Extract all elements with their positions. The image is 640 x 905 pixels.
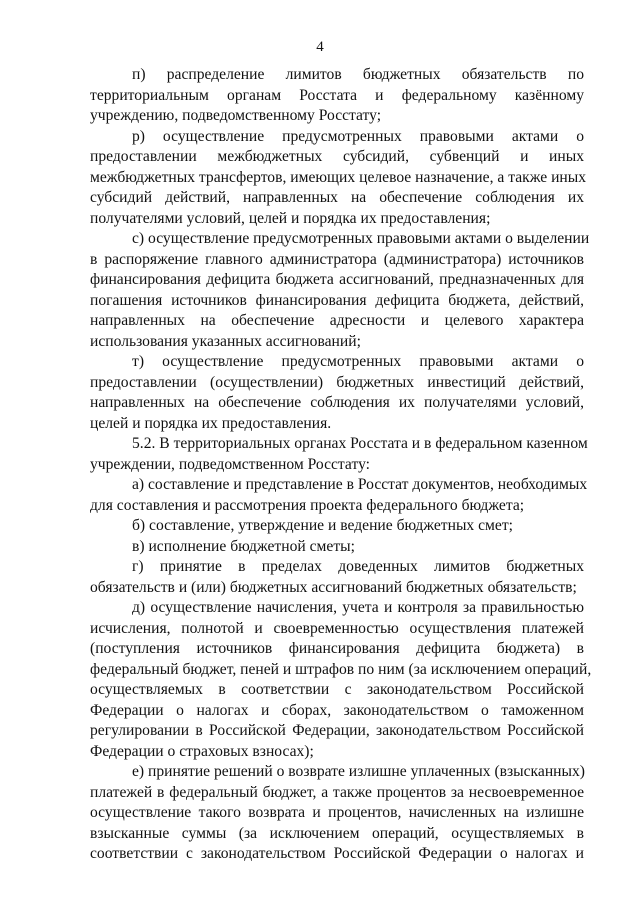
paragraph-line: Федерации о страховых взносах); (90, 742, 314, 760)
paragraph-line: предоставлении (осуществлении) бюджетных инвестиций действий, (90, 373, 584, 391)
paragraph-line: а) составление и представление в Росстат документов, необходимых (132, 476, 588, 493)
paragraph-line: межбюджетных трансфертов, имеющих целевое назначение, а также иных (90, 168, 587, 186)
paragraph (90, 229, 590, 352)
paragraph-line: п) распределение лимитов бюджетных обязательств по (132, 66, 584, 83)
paragraph-line: для составления и рассмотрения проекта федерального бюджета; (90, 496, 525, 514)
paragraph (90, 127, 587, 230)
paragraph-line: б) составление, утверждение и ведение бюджетных смет; (132, 517, 513, 534)
page-number: 4 (316, 39, 324, 55)
paragraph (90, 762, 584, 865)
paragraph-line: направленных на обеспечение соблюдения их получателями условий, (90, 394, 584, 411)
paragraph-line: соответствии с законодательством Российской Федерации о налогах и (90, 845, 584, 862)
paragraph (90, 434, 588, 475)
paragraph-line: в распоряжение главного администратора (администратора) источников (90, 250, 584, 268)
paragraph-line: исчисления, полнотой и своевременностью осуществления платежей (90, 619, 584, 637)
paragraph-line: д) осуществление начисления, учета и контроля за правильностью (132, 599, 584, 616)
paragraph (90, 537, 584, 558)
paragraph-line: осуществляемых в соответствии с законодательством Российской (90, 681, 584, 698)
document-body (90, 65, 592, 865)
paragraph (90, 475, 588, 516)
paragraph (90, 516, 584, 537)
paragraph-line: е) принятие решений о возврате излишне уплаченных (взысканных) (132, 763, 585, 780)
paragraph-line: федеральный бюджет, пеней и штрафов по ним (за исключением операций, (90, 660, 592, 678)
paragraph-line: направленных на обеспечение адресности и целевого характера (90, 312, 584, 329)
paragraph-line: учреждению, подведомственному Росстату; (90, 107, 382, 124)
paragraph-line: регулировании в Российской Федерации, законодательством Российской (90, 722, 584, 739)
paragraph (90, 65, 584, 127)
paragraph-line: с) осуществление предусмотренных правовыми актами о выделении (132, 230, 590, 247)
paragraph-line: финансирования дефицита бюджета ассигнований, предназначенных для (90, 271, 584, 288)
paragraph-line: территориальным органам Росстата и федеральному казённому (90, 86, 584, 104)
paragraph-line: предоставлении межбюджетных субсидий, субвенций и иных (90, 148, 584, 165)
paragraph-line: т) осуществление предусмотренных правовыми актами о (132, 353, 584, 370)
paragraph-line: взысканные суммы (за исключением операций, осуществляемых в (90, 824, 584, 842)
paragraph-line: осуществление такого возврата и процентов, начисленных на излишне (90, 804, 584, 821)
paragraph-line: Федерации о налогах и сборах, законодательством о таможенном (90, 701, 584, 719)
paragraph-line: субсидий действий, направленных на обеспечение соблюдения их (90, 189, 584, 206)
paragraph-line: обязательств и (или) бюджетных ассигнований бюджетных обязательств; (90, 578, 577, 596)
paragraph-line: целей и порядка их предоставления. (90, 414, 332, 432)
paragraph-line: (поступления источников финансирования дефицита бюджета) в (90, 640, 584, 657)
paragraph (90, 557, 584, 598)
paragraph-line: учреждении, подведомственном Росстату: (90, 455, 370, 473)
paragraph-line: погашения источников финансирования дефицита бюджета, действий, (90, 291, 584, 309)
paragraph-line: г) принятие в пределах доведенных лимитов бюджетных (132, 558, 584, 575)
paragraph-line: 5.2. В территориальных органах Росстата и в федеральном казенном (132, 435, 588, 452)
paragraph-line: в) исполнение бюджетной сметы; (132, 537, 355, 555)
paragraph-line: платежей в федеральный бюджет, а также процентов за несвоевременное (90, 783, 584, 801)
paragraph (90, 352, 584, 434)
paragraph-line: использования указанных ассигнований; (90, 332, 361, 350)
paragraph-line: получателями условий, целей и порядка их предоставления; (90, 209, 491, 227)
paragraph-line: р) осуществление предусмотренных правовыми актами о (132, 127, 584, 145)
paragraph (90, 598, 592, 762)
